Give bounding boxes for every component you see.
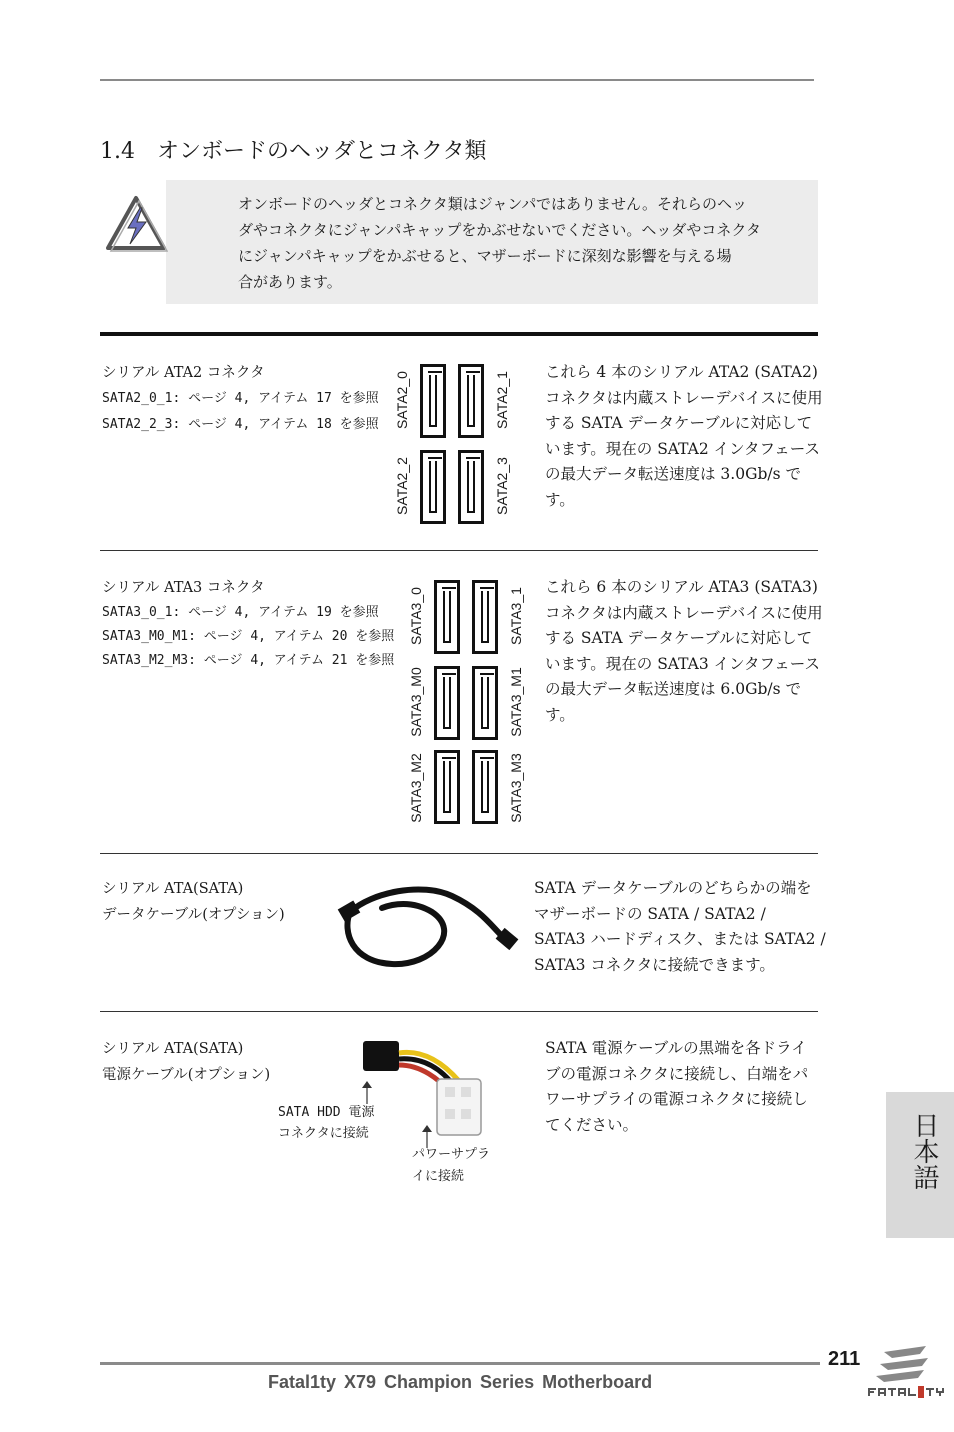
port-label-sata3-m3: SATA3_M3 [508,753,524,823]
data-cable-description [534,876,826,978]
section-heading: 1.4 オンボードのヘッダとコネクタ類 [100,139,487,164]
psu-label-line: パワーサプラ [412,1147,491,1162]
fatal1ty-logo [864,1342,948,1402]
section-rule-thick [100,332,818,336]
sata3-port-m0 [434,666,460,740]
sata2-connector-diagram [390,362,520,526]
hdd-connector-label [278,1102,374,1144]
warning-text [238,191,761,295]
desc-line: ワーサプライの電源コネクタに接続し [545,1090,808,1108]
footer-rule [100,1362,820,1365]
section-divider [100,853,818,854]
warning-icon [104,194,168,252]
sata-data-cable-image [332,872,522,972]
sata2-description [545,360,823,513]
desc-line: コネクタは内蔵ストレーデバイスに使用 [545,388,823,407]
language-tab-label: 日本語 [909,1112,939,1190]
sata2-ref: SATA2_2_3: ページ 4, アイテム 18 を参照 [102,417,379,432]
hdd-label-line: SATA HDD 電源 [278,1105,375,1120]
desc-line: います。現在の SATA3 インタフェース [545,654,820,673]
port-label-sata2-2: SATA2_2 [394,457,410,515]
data-cable-title: データケーブル(オプション) [102,907,285,923]
top-rule [100,79,814,81]
psu-connector-label [412,1144,490,1188]
desc-line: す。 [545,705,575,724]
sata2-port-1 [458,364,484,438]
desc-line: の最大データ転送速度は 6.0Gb/s で [545,680,801,698]
power-cable-title: シリアル ATA(SATA) [102,1041,244,1057]
power-cable-labels [102,1036,270,1088]
port-label-sata2-3: SATA2_3 [494,457,510,515]
warning-line: にジャンパキャップをかぶせると、マザーボードに深刻な影響を与える場 [238,247,732,265]
warning-line: ダやコネクタにジャンパキャップをかぶせないでください。ヘッダやコネクタ [238,221,762,239]
sata3-port-m3 [472,750,498,824]
power-cable-description [545,1036,808,1138]
footer-title: Fatal1ty X79 Champion Series Motherboard [268,1372,653,1392]
desc-line: SATA3 コネクタに接続できます。 [534,955,775,974]
hdd-label-line: コネクタに接続 [278,1126,369,1141]
warning-line: オンボードのヘッダとコネクタ類はジャンパではありません。それらのヘッ [238,195,747,213]
desc-line: する SATA データケーブルに対応して [545,414,813,432]
sata3-port-m2 [434,750,460,824]
desc-line: す。 [545,490,575,509]
sata3-port-0 [434,580,460,654]
desc-line: これら 4 本のシリアル ATA2 (SATA2) [545,363,818,381]
section-divider [100,550,818,551]
desc-line: ブの電源コネクタに接続し、白端をパ [545,1064,809,1083]
sata2-title: シリアル ATA2 コネクタ [102,365,265,381]
sata3-description [545,575,823,728]
desc-line: います。現在の SATA2 インタフェース [545,439,820,458]
sata2-ref: SATA2_0_1: ページ 4, アイテム 17 を参照 [102,391,379,406]
desc-line: SATA 電源ケーブルの黒端を各ドライ [545,1039,807,1057]
desc-line: の最大データ転送速度は 3.0Gb/s で [545,465,801,483]
desc-line: マザーボードの SATA / SATA2 / [534,904,766,923]
port-label-sata3-m0: SATA3_M0 [408,667,424,737]
port-label-sata2-0: SATA2_0 [394,371,410,429]
desc-line: する SATA データケーブルに対応して [545,629,813,647]
port-label-sata3-m2: SATA3_M2 [408,753,424,823]
port-label-sata3-0: SATA3_0 [408,587,424,645]
port-label-sata3-1: SATA3_1 [508,587,524,645]
power-cable-title: 電源ケーブル(オプション) [102,1067,271,1083]
sata3-ref: SATA3_M0_M1: ページ 4, アイテム 20 を参照 [102,629,395,644]
desc-line: これら 6 本のシリアル ATA3 (SATA3) [545,578,818,596]
port-label-sata2-1: SATA2_1 [494,371,510,429]
section-divider [100,1011,818,1012]
sata3-ref: SATA3_M2_M3: ページ 4, アイテム 21 を参照 [102,653,395,668]
data-cable-title: シリアル ATA(SATA) [102,881,244,897]
arrow-up-icon [360,1080,374,1104]
page-number: 211 [828,1348,861,1370]
sata3-title: シリアル ATA3 コネクタ [102,580,265,596]
sata3-labels [102,575,394,673]
warning-line: 合があります。 [238,273,342,291]
sata3-port-1 [472,580,498,654]
sata3-port-m1 [472,666,498,740]
desc-line: SATA データケーブルのどちらかの端を [534,879,812,897]
sata2-port-0 [420,364,446,438]
psu-label-line: イに接続 [412,1169,465,1184]
sata3-ref: SATA3_0_1: ページ 4, アイテム 19 を参照 [102,605,379,620]
sata2-port-3 [458,450,484,524]
desc-line: てください。 [545,1115,639,1134]
desc-line: コネクタは内蔵ストレーデバイスに使用 [545,603,823,622]
sata3-connector-diagram [404,578,534,828]
sata2-port-2 [420,450,446,524]
desc-line: SATA3 ハードディスク、または SATA2 / [534,930,826,948]
sata2-labels [102,360,379,438]
data-cable-labels [102,876,285,928]
port-label-sata3-m1: SATA3_M1 [508,667,524,737]
